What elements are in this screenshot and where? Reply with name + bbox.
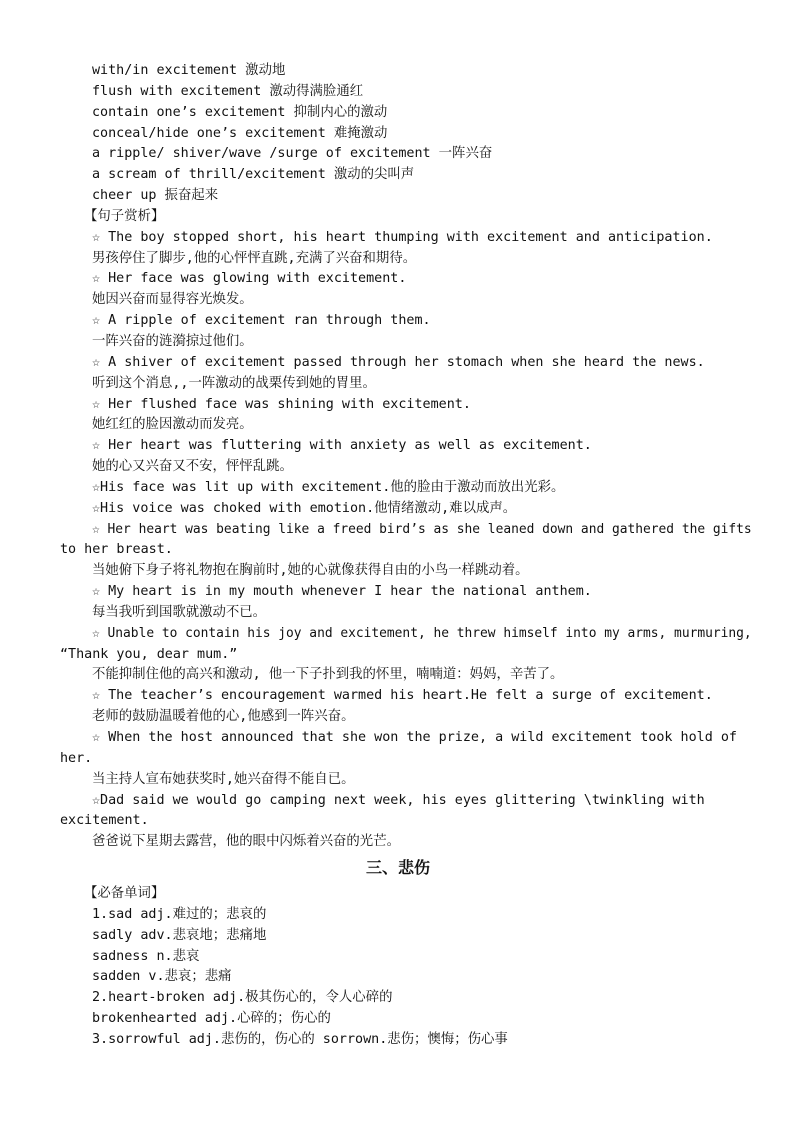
vocab-line: 1.sad adj.难过的；悲哀的 (92, 906, 267, 922)
sentence-en: ☆ When the host announced that she won the prize, a wild excitement took hold of (92, 730, 737, 745)
sentence-en: ☆ Her face was glowing with excitement. (92, 271, 407, 287)
vocab-line: sadly adv.悲哀地；悲痛地 (92, 927, 267, 943)
vocab-line: sadden v.悲哀；悲痛 (92, 969, 232, 985)
sentence-en-continued: “Thank you, dear mum.” (60, 646, 238, 662)
sentence-cn: 她的心又兴奋又不安，怦怦乱跳。 (92, 459, 293, 475)
sentence-en: ☆ The boy stopped short, his heart thumping with excitement and anticipation. (92, 229, 713, 245)
vocab-line: brokenhearted adj.心碎的；伤心的 (92, 1011, 331, 1027)
sentence-cn: 听到这个消息,,一阵激动的战栗传到她的胃里。 (92, 375, 376, 391)
sentence-en: ☆Dad said we would go camping next week, his eyes glittering \twinkling with (92, 792, 705, 808)
phrase-line: a ripple/ shiver/wave /surge of excitement 一阵兴奋 (92, 146, 493, 162)
phrase-line: contain one’s excitement 抑制内心的激动 (92, 104, 388, 120)
section-heading: 三、悲伤 (365, 858, 430, 878)
sentence-cn: 一阵兴奋的涟漪掠过他们。 (92, 333, 253, 349)
sentence-en-continued: to her breast. (60, 542, 173, 558)
vocab-title: 【必备单词】 (84, 886, 165, 902)
appreciation-title: 【句子赏析】 (84, 208, 165, 224)
vocab-line: sadness n.悲哀 (92, 948, 200, 964)
vocab-line: 3.sorrowful adj.悲伤的，伤心的 sorrown.悲伤；懊悔；伤心事 (92, 1031, 508, 1047)
sentence-cn: 不能抑制住他的高兴和激动, 他一下子扑到我的怀里，喃喃道：妈妈，辛苦了。 (92, 667, 564, 683)
phrase-line: conceal/hide one’s excitement 难掩激动 (92, 125, 388, 141)
sentence-cn: 她因兴奋而显得容光焕发。 (92, 292, 253, 308)
sentence-inline: ☆His voice was choked with emotion.他情绪激动,难以成声。 (92, 500, 517, 516)
sentence-en: ☆ A shiver of excitement passed through her stomach when she heard the news. (92, 354, 705, 370)
phrase-line: a scream of thrill/excitement 激动的尖叫声 (92, 167, 415, 183)
sentence-cn: 爸爸说下星期去露营，他的眼中闪烁着兴奋的光芒。 (92, 834, 400, 850)
phrase-line: flush with excitement 激动得满脸通红 (92, 83, 364, 99)
sentence-en-continued: her. (60, 750, 93, 766)
sentence-cn: 她红红的脸因激动而发亮。 (92, 417, 253, 433)
vocab-line: 2.heart-broken adj.极其伤心的，令人心碎的 (92, 990, 393, 1006)
sentence-cn: 男孩停住了脚步,他的心怦怦直跳,充满了兴奋和期待。 (92, 250, 417, 266)
sentence-cn: 老师的鼓励温暖着他的心,他感到一阵兴奋。 (92, 709, 355, 725)
sentence-en: ☆ My heart is in my mouth whenever I hear the national anthem. (92, 584, 592, 600)
sentence-cn: 当她俯下身子将礼物抱在胸前时,她的心就像获得自由的小鸟一样跳动着。 (92, 563, 529, 579)
phrase-line: with/in excitement 激动地 (92, 63, 286, 78)
sentence-en: ☆ Her heart was fluttering with anxiety as well as excitement. (92, 438, 592, 454)
sentence-cn: 当主持人宣布她获奖时,她兴奋得不能自已。 (92, 771, 355, 787)
sentence-en: ☆ The teacher’s encouragement warmed his heart.He felt a surge of excitement. (92, 688, 713, 704)
document-body (60, 61, 752, 1051)
sentence-cn: 每当我听到国歌就激动不已。 (92, 604, 267, 620)
sentence-en: ☆ Her heart was beating like a freed bird’s as she leaned down and gathered the gifts (92, 521, 752, 537)
sentence-en: ☆ Her flushed face was shining with excitement. (92, 396, 471, 412)
sentence-en-continued: excitement. (60, 813, 149, 829)
sentence-inline: ☆His face was lit up with excitement.他的脸由于激动而放出光彩。 (92, 479, 565, 495)
sentence-en: ☆ Unable to contain his joy and excitement, he threw himself into my arms, murmuring, (92, 625, 752, 641)
phrase-line: cheer up 振奋起来 (92, 188, 219, 204)
sentence-en: ☆ A ripple of excitement ran through them. (92, 313, 431, 329)
